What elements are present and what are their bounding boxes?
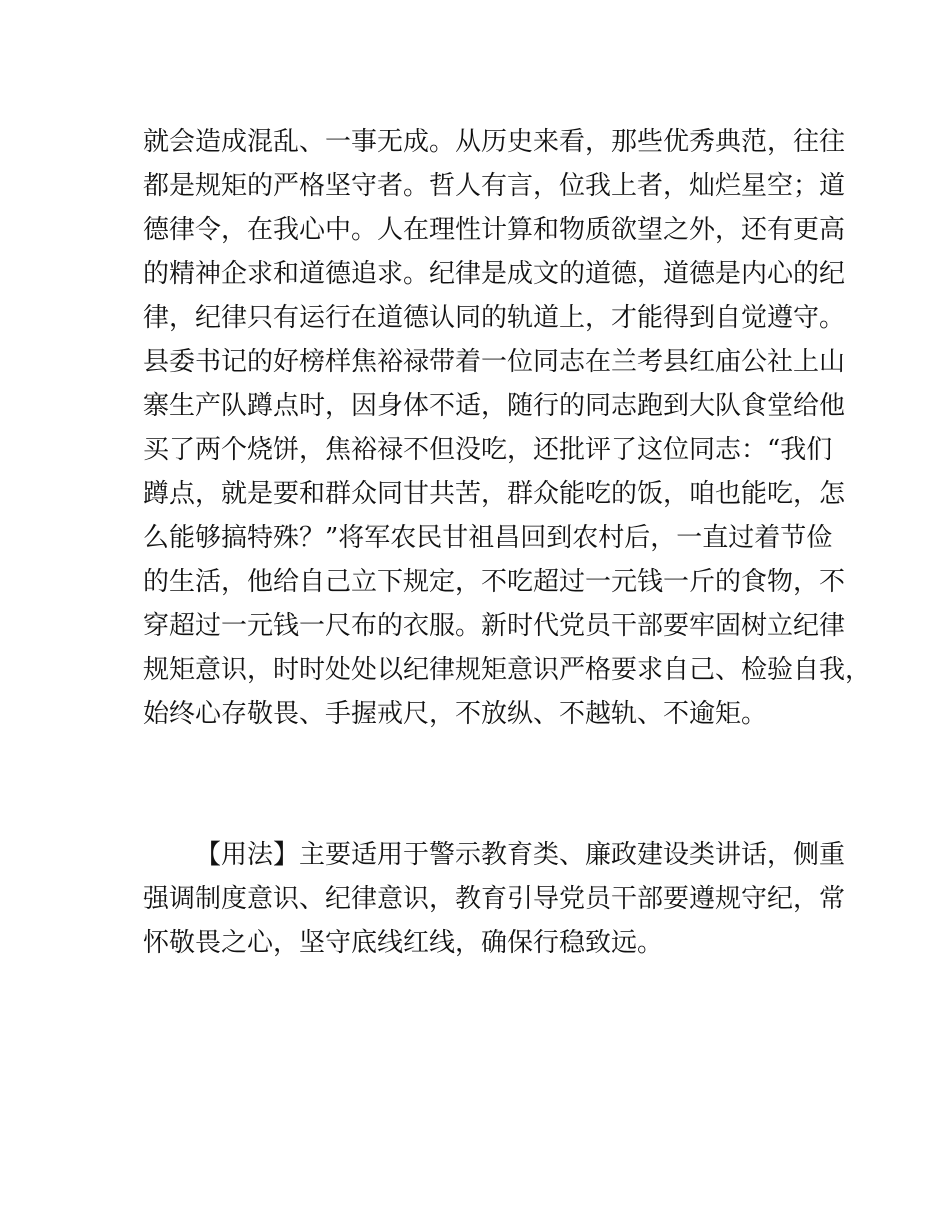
text-line: 律，纪律只有运行在道德认同的轨道上，才能得到自觉遵守。 — [143, 303, 846, 333]
text-line: 蹲点，就是要和群众同甘共苦，群众能吃的饭，咱也能吃，怎 — [143, 479, 846, 509]
text-line: 么能够搞特殊？”将军农民甘祖昌回到农村后，一直过着节俭 — [143, 523, 833, 553]
body-paragraph-1 — [143, 120, 872, 736]
text-line: 寨生产队蹲点时，因身体不适，随行的同志跑到大队食堂给他 — [143, 391, 846, 421]
text-line: 县委书记的好榜样焦裕禄带着一位同志在兰考县红庙公社上山 — [143, 347, 846, 377]
text-line: 就会造成混乱、一事无成。从历史来看，那些优秀典范，往往 — [143, 127, 846, 157]
text-line: 都是规矩的严格坚守者。哲人有言，位我上者，灿烂星空；道 — [143, 171, 846, 201]
text-line: 强调制度意识、纪律意识，教育引导党员干部要遵规守纪，常 — [143, 884, 846, 914]
text-line: 怀敬畏之心，坚守底线红线，确保行稳致远。 — [143, 928, 664, 958]
usage-paragraph — [143, 833, 846, 965]
text-line: 买了两个烧饼，焦裕禄不但没吃，还批评了这位同志：“我们 — [143, 435, 833, 465]
text-line: 始终心存敬畏、手握戒尺，不放纵、不越轨、不逾矩。 — [143, 699, 768, 729]
text-line: 德律令，在我心中。人在理性计算和物质欲望之外，还有更高 — [143, 215, 846, 245]
text-line: 的生活，他给自己立下规定，不吃超过一元钱一斤的食物，不 — [143, 567, 846, 597]
text-line: 的精神企求和道德追求。纪律是成文的道德，道德是内心的纪 — [143, 259, 846, 289]
text-line: 规矩意识，时时处处以纪律规矩意识严格要求自己、检验自我， — [143, 655, 872, 685]
text-line: 【用法】主要适用于警示教育类、廉政建设类讲话，侧重 — [195, 840, 846, 870]
text-line: 穿超过一元钱一尺布的衣服。新时代党员干部要牢固树立纪律 — [143, 611, 846, 641]
